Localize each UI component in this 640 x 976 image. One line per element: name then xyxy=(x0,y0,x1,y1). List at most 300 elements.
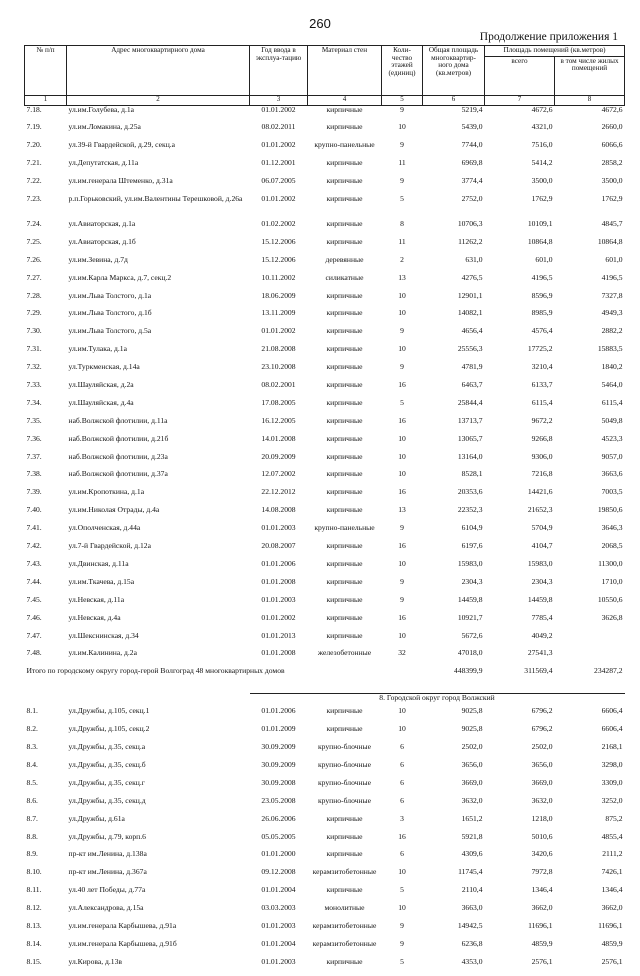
continuation-caption: Продолжение приложения 1 xyxy=(479,31,618,43)
cell-material: монолитные xyxy=(324,904,365,913)
cell-number: 8.11. xyxy=(26,886,42,895)
cell-total-area: 11745,4 xyxy=(458,868,483,877)
table-row xyxy=(25,345,625,363)
col-number: 5 xyxy=(382,95,423,105)
cell-number: 7.29. xyxy=(26,309,42,318)
cell-number: 8.2. xyxy=(26,725,38,734)
cell-number: 7.26. xyxy=(26,255,42,264)
cell-floors: 10 xyxy=(398,123,406,132)
table-row xyxy=(25,292,625,310)
cell-premises-area: 4196,5 xyxy=(531,273,553,282)
cell-floors: 10 xyxy=(398,559,406,568)
cell-material: керамзитобетонные xyxy=(312,921,377,930)
table-row xyxy=(25,238,625,256)
cell-residential-area: 3500,0 xyxy=(601,177,623,186)
table-row xyxy=(25,707,625,725)
table-row xyxy=(25,833,625,851)
cell-number: 7.21. xyxy=(26,159,42,168)
cell-material: кирпичные xyxy=(326,832,363,841)
cell-material: крупно-блочные xyxy=(317,743,372,752)
cell-material: кирпичные xyxy=(326,345,363,354)
cell-total-area: 4276,5 xyxy=(461,273,483,282)
cell-total-area: 1651,2 xyxy=(461,814,483,823)
cell-premises-area: 2576,1 xyxy=(531,957,553,966)
cell-year: 13.11.2009 xyxy=(261,309,296,318)
col-header-floors: Коли-чество этажей (единиц) xyxy=(382,46,423,96)
cell-total-area: 10921,7 xyxy=(457,613,483,622)
cell-residential-area: 2858,2 xyxy=(601,159,623,168)
cell-floors: 10 xyxy=(398,868,406,877)
table-row xyxy=(25,743,625,761)
table-row xyxy=(25,725,625,743)
cell-address: ул.им.Льва Толстого, д.1б xyxy=(68,309,152,318)
cell-premises-area: 10864,8 xyxy=(527,237,553,246)
table-row xyxy=(25,470,625,488)
cell-address: ул.им.Ломакина, д.25а xyxy=(68,123,141,132)
cell-premises-area: 3420,6 xyxy=(531,850,553,859)
cell-residential-area: 1840,2 xyxy=(601,363,623,372)
cell-floors: 6 xyxy=(400,796,404,805)
cell-year: 08.02.2011 xyxy=(261,123,296,132)
cell-year: 21.08.2008 xyxy=(261,345,296,354)
cell-number: 7.36. xyxy=(26,434,42,443)
cell-premises-area: 4576,4 xyxy=(531,327,553,336)
cell-year: 06.07.2005 xyxy=(261,177,296,186)
cell-premises-area: 21652,3 xyxy=(527,506,553,515)
cell-year: 12.07.2002 xyxy=(261,470,296,479)
cell-address: ул.Дружбы, д.35, секц.а xyxy=(68,743,146,752)
cell-premises-area: 9266,8 xyxy=(531,434,553,443)
cell-residential-area: 9057,0 xyxy=(601,452,623,461)
cell-floors: 10 xyxy=(398,345,406,354)
cell-address: ул.им.генерала Штеменко, д.31а xyxy=(68,177,173,186)
cell-number: 8.7. xyxy=(26,814,38,823)
cell-material: крупно-блочные xyxy=(317,760,372,769)
cell-premises-area: 17725,2 xyxy=(527,345,553,354)
table-row xyxy=(25,940,625,958)
cell-floors: 13 xyxy=(398,506,406,515)
cell-total-area: 6236,8 xyxy=(461,939,483,948)
table-row xyxy=(25,123,625,141)
cell-number: 7.18. xyxy=(26,105,42,114)
column-numbers-row xyxy=(25,95,625,105)
cell-total-area: 4309,6 xyxy=(461,850,483,859)
col-number: 7 xyxy=(485,95,555,105)
cell-premises-area: 6115,4 xyxy=(531,398,553,407)
cell-material: силикатные xyxy=(325,273,364,282)
cell-year: 01.01.2006 xyxy=(261,559,296,568)
cell-address: наб.Волжской флотилии, д.21б xyxy=(68,434,169,443)
cell-premises-area: 4104,7 xyxy=(531,542,553,551)
cell-total-area: 6104,9 xyxy=(461,524,483,533)
cell-year: 01.01.2004 xyxy=(261,886,296,895)
cell-residential-area: 3626,8 xyxy=(601,613,623,622)
cell-year: 01.01.2009 xyxy=(261,725,296,734)
cell-residential-area: 5049,8 xyxy=(601,416,623,425)
cell-year: 01.01.2002 xyxy=(261,105,296,114)
cell-material: крупно-панельные xyxy=(314,141,375,150)
cell-address: ул.им.Льва Толстого, д.1а xyxy=(68,291,152,300)
cell-material: кирпичные xyxy=(326,237,363,246)
table-row xyxy=(25,850,625,868)
cell-number: 7.48. xyxy=(26,649,42,658)
cell-address: ул.Шекснинская, д.34 xyxy=(68,631,139,640)
cell-number: 7.31. xyxy=(26,345,42,354)
cell-premises-area: 3669,0 xyxy=(531,778,553,787)
table-row xyxy=(25,177,625,195)
cell-floors: 10 xyxy=(398,707,406,716)
cell-year: 01.02.2002 xyxy=(261,220,296,229)
cell-address: ул.им.Тулака, д.1а xyxy=(68,345,127,354)
cell-number: 7.35. xyxy=(26,416,42,425)
cell-number: 7.41. xyxy=(26,524,42,533)
cell-total-area: 47018,0 xyxy=(457,649,483,658)
cell-total-area: 14082,1 xyxy=(457,309,483,318)
col-header-residential: в том числе жилых помещений xyxy=(555,56,625,95)
cell-residential-area: 6606,4 xyxy=(601,707,623,716)
cell-material: кирпичные xyxy=(326,309,363,318)
cell-premises-area: 5414,2 xyxy=(531,159,553,168)
cell-residential-area: 4949,3 xyxy=(601,309,623,318)
cell-number: 8.14. xyxy=(26,939,42,948)
cell-floors: 16 xyxy=(398,381,406,390)
cell-total-area: 8528,1 xyxy=(461,470,483,479)
cell-year: 30.09.2009 xyxy=(261,760,296,769)
cell-number: 8.8. xyxy=(26,832,38,841)
cell-floors: 16 xyxy=(398,416,406,425)
cell-address: ул.Невская, д.4а xyxy=(68,613,121,622)
cell-material: кирпичные xyxy=(326,542,363,551)
cell-material: крупно-блочные xyxy=(317,778,372,787)
cell-material: кирпичные xyxy=(326,327,363,336)
cell-floors: 16 xyxy=(398,613,406,622)
cell-floors: 6 xyxy=(400,760,404,769)
cell-year: 26.06.2006 xyxy=(261,814,296,823)
cell-number: 7.23. xyxy=(26,195,42,204)
cell-year: 01.01.2002 xyxy=(261,195,296,204)
cell-premises-area: 7516,0 xyxy=(531,141,553,150)
col-header-material: Материал стен xyxy=(308,46,382,96)
cell-floors: 9 xyxy=(400,327,404,336)
cell-premises-area: 4859,9 xyxy=(531,939,553,948)
total-label: Итого по городскому округу город-герой Волгоград 48 многоквартирных домов xyxy=(26,667,285,676)
total-premises-area: 311569,4 xyxy=(524,667,553,676)
cell-number: 7.27. xyxy=(26,273,42,282)
cell-residential-area: 2111,2 xyxy=(602,850,623,859)
cell-total-area: 9025,8 xyxy=(461,725,483,734)
cell-number: 7.19. xyxy=(26,123,42,132)
cell-floors: 9 xyxy=(400,105,404,114)
cell-year: 01.01.2006 xyxy=(261,707,296,716)
cell-total-area: 10706,3 xyxy=(457,220,483,229)
cell-material: кирпичные xyxy=(326,957,363,966)
cell-floors: 9 xyxy=(400,921,404,930)
table-row xyxy=(25,363,625,381)
cell-year: 30.09.2009 xyxy=(261,743,296,752)
cell-residential-area: 2068,5 xyxy=(601,542,623,551)
cell-material: кирпичные xyxy=(326,559,363,568)
col-header-total-area: Общая площадь многоквартир-ного дома (кв.метров) xyxy=(423,46,485,96)
cell-residential-area: 3252,0 xyxy=(601,796,623,805)
cell-premises-area: 2304,3 xyxy=(531,577,553,586)
cell-material: кирпичные xyxy=(326,595,363,604)
table-row xyxy=(25,274,625,292)
cell-floors: 9 xyxy=(400,939,404,948)
cell-premises-area: 4321,0 xyxy=(531,123,553,132)
cell-number: 7.42. xyxy=(26,542,42,551)
cell-residential-area: 3298,0 xyxy=(601,760,623,769)
cell-floors: 11 xyxy=(398,237,406,246)
cell-floors: 10 xyxy=(398,309,406,318)
table-row xyxy=(25,904,625,922)
cell-material: кирпичные xyxy=(326,452,363,461)
table-row xyxy=(25,815,625,833)
cell-year: 01.01.2008 xyxy=(261,577,296,586)
cell-floors: 16 xyxy=(398,542,406,551)
table-row xyxy=(25,560,625,578)
cell-residential-area: 7426,1 xyxy=(601,868,623,877)
cell-address: ул.Дружбы, д.35, секц.б xyxy=(68,760,146,769)
cell-material: кирпичные xyxy=(326,631,363,640)
cell-number: 8.6. xyxy=(26,796,38,805)
cell-floors: 10 xyxy=(398,904,406,913)
cell-premises-area: 3500,0 xyxy=(531,177,553,186)
table-row xyxy=(25,632,625,650)
table-row xyxy=(25,195,625,220)
cell-material: кирпичные xyxy=(326,613,363,622)
cell-total-area: 12901,1 xyxy=(457,291,483,300)
cell-total-area: 6463,7 xyxy=(461,381,483,390)
cell-material: кирпичные xyxy=(326,291,363,300)
cell-floors: 2 xyxy=(400,255,404,264)
col-number: 8 xyxy=(555,95,625,105)
cell-floors: 10 xyxy=(398,725,406,734)
cell-address: ул.им.Голубева, д.1а xyxy=(68,105,135,114)
cell-material: железобетонные xyxy=(317,649,372,658)
cell-material: кирпичные xyxy=(326,105,363,114)
cell-premises-area: 3210,4 xyxy=(531,363,553,372)
cell-floors: 10 xyxy=(398,470,406,479)
cell-year: 01.01.2008 xyxy=(261,649,296,658)
cell-material: кирпичные xyxy=(326,506,363,515)
cell-premises-area: 10109,1 xyxy=(527,220,553,229)
cell-total-area: 2502,0 xyxy=(461,743,483,752)
cell-material: кирпичные xyxy=(326,195,363,204)
cell-residential-area: 5464,0 xyxy=(601,381,623,390)
cell-material: керамзитобетонные xyxy=(312,868,377,877)
cell-number: 7.43. xyxy=(26,559,42,568)
col-header-address: Адрес многоквартирного дома xyxy=(67,46,250,96)
cell-year: 22.12.2012 xyxy=(261,488,296,497)
cell-floors: 11 xyxy=(398,159,406,168)
cell-address: ул.Двинская, д.11а xyxy=(68,559,129,568)
cell-year: 01.01.2002 xyxy=(261,327,296,336)
col-number: 1 xyxy=(25,95,67,105)
cell-residential-area: 4196,5 xyxy=(601,273,623,282)
cell-residential-area: 11300,0 xyxy=(598,559,623,568)
cell-residential-area: 2576,1 xyxy=(601,957,623,966)
cell-floors: 5 xyxy=(400,195,404,204)
cell-address: наб.Волжской флотилии, д.23а xyxy=(68,452,168,461)
cell-total-area: 13164,0 xyxy=(457,452,483,461)
cell-floors: 6 xyxy=(400,778,404,787)
cell-premises-area: 4672,6 xyxy=(531,105,553,114)
cell-premises-area: 6796,2 xyxy=(531,707,553,716)
cell-total-area: 20353,6 xyxy=(457,488,483,497)
cell-address: ул.40 лет Победы, д.77а xyxy=(68,886,146,895)
apartment-buildings-table xyxy=(24,45,625,976)
cell-material: крупно-панельные xyxy=(314,524,375,533)
cell-number: 8.9. xyxy=(26,850,38,859)
cell-number: 7.44. xyxy=(26,577,42,586)
cell-year: 23.10.2008 xyxy=(261,363,296,372)
cell-number: 8.1. xyxy=(26,707,38,716)
cell-floors: 9 xyxy=(400,524,404,533)
cell-premises-area: 9306,0 xyxy=(531,452,553,461)
rows-group-b xyxy=(25,220,625,667)
cell-number: 7.32. xyxy=(26,363,42,372)
table-row xyxy=(25,868,625,886)
cell-material: кирпичные xyxy=(326,416,363,425)
cell-residential-area: 10550,6 xyxy=(597,595,623,604)
cell-premises-area: 7972,8 xyxy=(531,868,553,877)
table-row xyxy=(25,381,625,399)
cell-residential-area: 3646,3 xyxy=(601,524,623,533)
cell-year: 14.01.2008 xyxy=(261,434,296,443)
cell-material: кирпичные xyxy=(326,363,363,372)
cell-year: 03.03.2003 xyxy=(261,904,296,913)
cell-total-area: 15983,0 xyxy=(457,559,483,568)
cell-address: ул.Депутатская, д.11а xyxy=(68,159,139,168)
cell-year: 01.01.2003 xyxy=(261,524,296,533)
cell-residential-area: 2660,0 xyxy=(601,123,623,132)
cell-floors: 5 xyxy=(400,398,404,407)
table-row xyxy=(25,399,625,417)
cell-premises-area: 14421,6 xyxy=(527,488,553,497)
cell-material: кирпичные xyxy=(326,488,363,497)
cell-premises-area: 7785,4 xyxy=(531,613,553,622)
cell-total-area: 3774,4 xyxy=(461,177,483,186)
cell-year: 09.12.2008 xyxy=(261,868,296,877)
cell-residential-area: 3309,0 xyxy=(601,778,623,787)
cell-year: 15.12.2006 xyxy=(261,237,296,246)
cell-year: 20.09.2009 xyxy=(261,452,296,461)
cell-total-area: 14459,8 xyxy=(457,595,483,604)
table-row xyxy=(25,506,625,524)
cell-address: р.п.Горьковский, ул.им.Валентины Терешковой, д.26а xyxy=(68,195,243,204)
cell-year: 10.11.2002 xyxy=(261,273,296,282)
cell-year: 01.01.2013 xyxy=(261,631,296,640)
cell-address: ул.им.генерала Карбышева, д.91б xyxy=(68,939,177,948)
cell-residential-area: 6066,6 xyxy=(601,141,623,150)
cell-premises-area: 9672,2 xyxy=(531,416,553,425)
cell-premises-area: 601,0 xyxy=(535,255,553,264)
cell-premises-area: 5010,6 xyxy=(531,832,553,841)
cell-residential-area: 4859,9 xyxy=(601,939,623,948)
cell-number: 8.12. xyxy=(26,904,42,913)
cell-number: 7.33. xyxy=(26,381,42,390)
cell-address: ул.Кирова, д.13в xyxy=(68,957,122,966)
cell-floors: 5 xyxy=(400,886,404,895)
cell-material: кирпичные xyxy=(326,177,363,186)
cell-address: ул.Дружбы, д.61а xyxy=(68,814,125,823)
cell-residential-area: 3662,0 xyxy=(601,904,623,913)
cell-residential-area: 4845,7 xyxy=(601,220,623,229)
cell-residential-area: 10864,8 xyxy=(597,237,623,246)
cell-address: ул.Дружбы, д.105, секц.1 xyxy=(68,707,150,716)
cell-premises-area: 6133,7 xyxy=(531,381,553,390)
cell-year: 01.12.2001 xyxy=(261,159,296,168)
cell-year: 23.05.2008 xyxy=(261,796,296,805)
cell-address: пр-кт им.Ленина, д.138а xyxy=(68,850,147,859)
cell-year: 15.12.2006 xyxy=(261,255,296,264)
col-number: 4 xyxy=(308,95,382,105)
cell-address: пр-кт им.Ленина, д.367а xyxy=(68,868,147,877)
cell-address: ул.им.генерала Карбышева, д.91а xyxy=(68,921,177,930)
table-row xyxy=(25,256,625,274)
cell-residential-area: 6115,4 xyxy=(601,398,623,407)
rows-group-a xyxy=(25,105,625,195)
cell-material: кирпичные xyxy=(326,886,363,895)
cell-total-area: 4353,0 xyxy=(461,957,483,966)
cell-year: 18.06.2009 xyxy=(261,291,296,300)
cell-premises-area: 3662,0 xyxy=(531,904,553,913)
cell-address: ул.Авиаторская, д.1а xyxy=(68,220,136,229)
cell-residential-area: 7327,8 xyxy=(601,291,623,300)
cell-number: 7.40. xyxy=(26,506,42,515)
cell-total-area: 631,0 xyxy=(465,255,483,264)
cell-floors: 32 xyxy=(398,649,406,658)
cell-premises-area: 1762,9 xyxy=(531,195,553,204)
cell-floors: 10 xyxy=(398,291,406,300)
cell-floors: 9 xyxy=(400,577,404,586)
cell-year: 08.02.2001 xyxy=(261,381,296,390)
col-number: 2 xyxy=(67,95,250,105)
cell-premises-area: 15983,0 xyxy=(527,559,553,568)
cell-total-area: 5439,0 xyxy=(461,123,483,132)
cell-total-area: 22352,3 xyxy=(457,506,483,515)
cell-floors: 3 xyxy=(400,814,404,823)
cell-address: ул.им.Калинина, д.2а xyxy=(68,649,137,658)
cell-number: 7.24. xyxy=(26,220,42,229)
cell-address: ул.Шауляйская, д.2а xyxy=(68,381,134,390)
cell-material: керамзитобетонные xyxy=(312,939,377,948)
cell-year: 16.12.2005 xyxy=(261,416,296,425)
cell-total-area: 25844,4 xyxy=(457,398,483,407)
cell-number: 7.37. xyxy=(26,452,42,461)
col-header-year: Год ввода в эксплуа-тацию xyxy=(250,46,308,96)
cell-total-area: 5921,8 xyxy=(461,832,483,841)
cell-residential-area xyxy=(555,632,625,650)
cell-material: кирпичные xyxy=(326,470,363,479)
cell-residential-area: 4672,6 xyxy=(601,105,623,114)
col-number: 6 xyxy=(423,95,485,105)
cell-address: ул.Авиаторская, д.1б xyxy=(68,237,136,246)
table-row xyxy=(25,958,625,976)
total-row xyxy=(25,667,625,694)
cell-total-area: 5672,6 xyxy=(461,631,483,640)
total-residential-area: 234287,2 xyxy=(594,667,623,676)
cell-year: 05.05.2005 xyxy=(261,832,296,841)
page-number: 260 xyxy=(309,16,331,31)
cell-total-area: 4781,9 xyxy=(461,363,483,372)
table-row xyxy=(25,141,625,159)
cell-material: кирпичные xyxy=(326,398,363,407)
cell-residential-area: 1346,4 xyxy=(601,886,623,895)
cell-material: кирпичные xyxy=(326,220,363,229)
cell-address: ул.Невская, д.11а xyxy=(68,595,125,604)
table-row xyxy=(25,453,625,471)
